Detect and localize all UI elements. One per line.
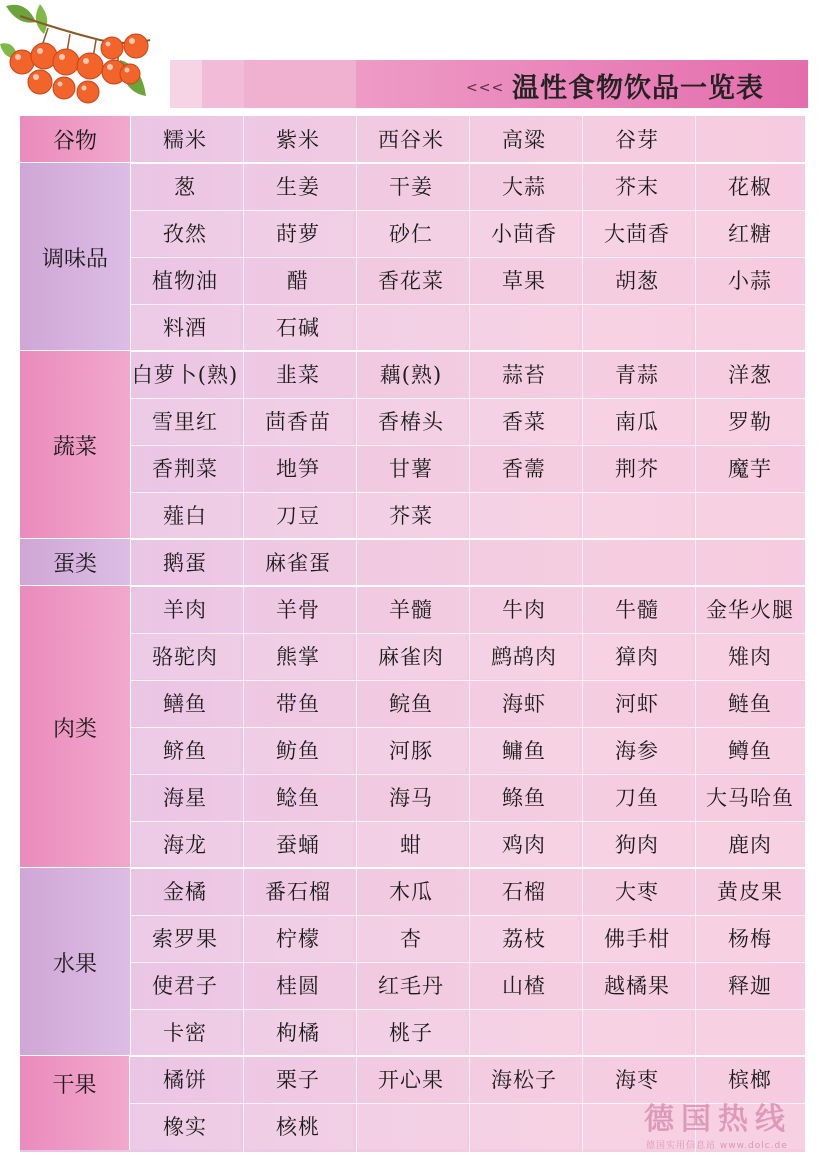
category-section [20,163,805,351]
category-label: 调味品 [20,163,131,351]
food-item [582,304,692,350]
category-label: 水果 [20,868,131,1056]
food-item: 鹿肉 [695,821,805,867]
food-item [695,1009,805,1055]
food-item: 鹅蛋 [163,551,207,575]
food-item: 狗肉 [582,821,692,867]
food-item: 蚕蛹 [243,821,353,867]
food-item: 孜然 [130,210,240,256]
food-item: 糯米 [163,128,207,152]
table-row [130,304,805,351]
food-item: 小茴香 [469,210,579,256]
food-item [469,1009,579,1055]
food-item: 羊骨 [276,598,320,622]
food-item [695,116,805,162]
watermark-logo: 德国热线 [644,1102,792,1137]
row-divider [130,304,805,305]
food-item: 魔芋 [728,457,772,481]
food-item: 橘饼 [163,1068,207,1092]
row-divider [130,210,805,211]
column-divider [469,116,470,1152]
row-divider [130,445,805,446]
food-table [20,116,805,1152]
food-item: 小蒜 [728,269,772,293]
food-item: 砂仁 [356,210,466,256]
food-item: 枸橘 [243,1009,353,1055]
food-item: 青蒜 [615,363,659,387]
food-item: 金华火腿 [706,598,794,622]
food-item: 鲚鱼 [130,727,240,773]
food-item: 河虾 [615,692,659,716]
food-item: 山楂 [502,974,546,998]
food-item: 海松子 [491,1068,557,1092]
column-divider [695,116,696,1152]
food-item: 鳙鱼 [469,727,579,773]
food-item [582,1009,692,1055]
header-band [244,60,356,108]
table-row [130,351,805,398]
food-item [469,539,579,585]
row-divider [130,774,805,775]
food-item: 芥菜 [356,492,466,538]
table-row [130,1009,805,1056]
food-item [695,304,805,350]
food-item: 胡葱 [615,269,659,293]
food-item: 麻雀蛋 [265,551,331,575]
food-item: 大马哈鱼 [706,786,794,810]
food-item: 白萝卜(熟) [131,363,239,387]
food-item: 香花菜 [378,269,444,293]
food-item: 甘薯 [389,457,433,481]
food-item: 鳝鱼 [163,692,207,716]
food-item [356,1103,466,1149]
food-item: 大茴香 [582,210,692,256]
food-item [469,304,579,350]
food-item: 西谷米 [378,128,444,152]
category-section [20,539,805,586]
row-divider [130,680,805,681]
food-item: 牛肉 [502,598,546,622]
table-row [130,962,805,1009]
food-item [469,1103,579,1149]
category-label: 干果 [20,1056,130,1150]
food-item: 核桃 [243,1103,353,1149]
row-divider [130,257,805,258]
category-label: 谷物 [20,116,131,163]
food-item: 鲂鱼 [243,727,353,773]
food-item: 羊髓 [389,598,433,622]
food-item: 香薷 [502,457,546,481]
table-row [130,210,805,257]
food-item: 藕(熟) [379,363,443,387]
row-divider [130,821,805,822]
food-item: 紫米 [276,128,320,152]
food-item: 鲶鱼 [276,786,320,810]
food-item: 料酒 [130,304,240,350]
food-item: 鳟鱼 [695,727,805,773]
food-item: 麻雀肉 [356,633,466,679]
food-item: 海枣 [615,1068,659,1092]
food-item: 芥末 [615,175,659,199]
food-item: 海虾 [502,692,546,716]
food-item: 雪里红 [130,398,240,444]
food-item: 槟榔 [728,1068,772,1092]
food-item: 牛髓 [615,598,659,622]
food-item: 越橘果 [604,974,670,998]
header-band [202,60,244,108]
food-item: 花椒 [728,175,772,199]
food-item: 金橘 [163,880,207,904]
food-item: 荔枝 [469,915,579,961]
title-chevrons: <<< [466,80,505,96]
food-item: 蒜苔 [502,363,546,387]
category-label: 蛋类 [20,539,131,586]
food-item: 莳萝 [243,210,353,256]
food-item: 干姜 [389,175,433,199]
row-divider [130,727,805,728]
food-item: 使君子 [152,974,218,998]
table-row [130,163,805,210]
table-row [130,257,805,304]
food-item: 植物油 [152,269,218,293]
food-item: 谷芽 [615,128,659,152]
food-item: 草果 [502,269,546,293]
food-item: 鲩鱼 [389,692,433,716]
table-row [130,727,805,774]
food-item: 海参 [582,727,692,773]
table-row [130,915,805,962]
food-item: 开心果 [378,1068,444,1092]
food-item: 大枣 [615,880,659,904]
table-row [130,586,805,633]
food-item: 杨梅 [695,915,805,961]
food-item: 鲦鱼 [502,786,546,810]
food-item [695,539,805,585]
food-item: 鹧鸪肉 [469,633,579,679]
food-item: 刀鱼 [615,786,659,810]
food-item [582,492,692,538]
food-item: 黄皮果 [717,880,783,904]
food-item: 柠檬 [243,915,353,961]
food-item: 獐肉 [582,633,692,679]
food-item [356,304,466,350]
food-item: 海马 [389,786,433,810]
food-item: 鸡肉 [469,821,579,867]
watermark-subtext: 德国实用信息站 www.dolc.de [646,1141,788,1151]
column-divider [356,116,357,1152]
food-item: 骆驼肉 [130,633,240,679]
food-item [582,539,692,585]
category-label: 蔬菜 [20,351,131,539]
food-item: 香菜 [469,398,579,444]
category-section [20,868,805,1056]
column-divider [243,116,244,1152]
header-band [170,60,202,108]
food-item: 释迦 [728,974,772,998]
food-item: 海星 [163,786,207,810]
food-item: 红毛丹 [378,974,444,998]
table-row [130,680,805,727]
table-row [130,492,805,539]
food-item: 木瓜 [389,880,433,904]
food-item: 地笋 [276,457,320,481]
food-item: 河豚 [356,727,466,773]
table-row [130,445,805,492]
food-item: 雉肉 [695,633,805,679]
food-item: 卡密 [130,1009,240,1055]
food-item: 海龙 [130,821,240,867]
food-item: 韭菜 [276,363,320,387]
food-item: 栗子 [276,1068,320,1092]
food-item: 索罗果 [130,915,240,961]
food-item: 香椿头 [356,398,466,444]
row-divider [130,962,805,963]
category-section [20,586,805,868]
row-divider [130,398,805,399]
food-item [356,539,466,585]
food-item: 番石榴 [265,880,331,904]
food-item: 石榴 [502,880,546,904]
food-item: 佛手柑 [582,915,692,961]
row-divider [130,1009,805,1010]
category-section [20,116,805,163]
table-row [130,821,805,868]
food-item: 蚶 [356,821,466,867]
food-item: 高粱 [502,128,546,152]
berries-icon [0,0,170,112]
food-item [469,492,579,538]
food-item: 带鱼 [276,692,320,716]
table-row [130,398,805,445]
food-item: 红糖 [695,210,805,256]
food-item: 香荆菜 [152,457,218,481]
food-item: 茴香苗 [243,398,353,444]
food-item: 生姜 [276,175,320,199]
page-header [0,0,818,118]
food-item: 南瓜 [582,398,692,444]
food-item: 桃子 [356,1009,466,1055]
food-item: 洋葱 [728,363,772,387]
food-item: 葱 [174,175,196,199]
food-item: 荆芥 [615,457,659,481]
food-item: 杏 [356,915,466,961]
row-divider [130,915,805,916]
food-item: 大蒜 [502,175,546,199]
page-title: 温性食物饮品一览表 [512,73,764,104]
row-divider [130,492,805,493]
food-item: 羊肉 [163,598,207,622]
food-item: 石碱 [243,304,353,350]
food-item: 醋 [287,269,309,293]
category-section [20,351,805,539]
table-row [130,774,805,821]
table-row [130,633,805,680]
food-item: 薤白 [130,492,240,538]
food-item: 桂圆 [276,974,320,998]
category-label: 肉类 [20,586,131,868]
food-item [695,492,805,538]
food-item: 鲢鱼 [728,692,772,716]
food-item: 橡实 [130,1103,240,1149]
food-item: 熊掌 [243,633,353,679]
table-row [130,539,805,586]
food-item: 罗勒 [695,398,805,444]
food-item: 刀豆 [243,492,353,538]
table-row [130,116,805,163]
column-divider [582,116,583,1152]
row-divider [130,633,805,634]
table-row [130,868,805,915]
